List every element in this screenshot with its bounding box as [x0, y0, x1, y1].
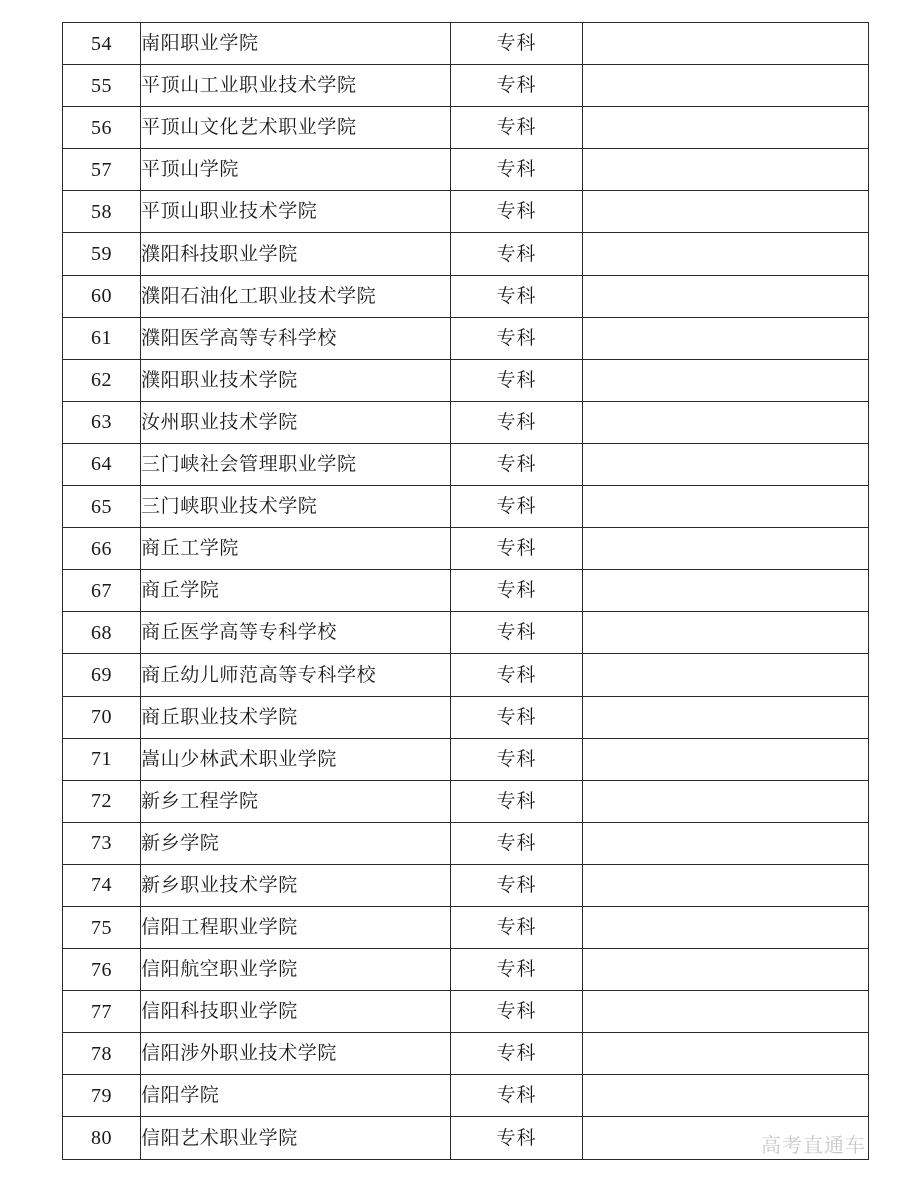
cell-level: 专科 — [451, 991, 583, 1033]
table-row — [63, 486, 869, 528]
cell-level: 专科 — [451, 191, 583, 233]
table-row — [63, 149, 869, 191]
cell-index: 79 — [63, 1075, 141, 1117]
table-row — [63, 191, 869, 233]
cell-school-name: 商丘幼儿师范高等专科学校 — [141, 654, 451, 696]
cell-index: 69 — [63, 654, 141, 696]
cell-level: 专科 — [451, 233, 583, 275]
table-row — [63, 401, 869, 443]
cell-school-name: 新乡工程学院 — [141, 780, 451, 822]
cell-school-name: 商丘职业技术学院 — [141, 696, 451, 738]
cell-level: 专科 — [451, 65, 583, 107]
table-row — [63, 612, 869, 654]
cell-note — [583, 949, 869, 991]
watermark: 高考直通车 — [761, 1133, 866, 1157]
cell-note — [583, 107, 869, 149]
cell-level: 专科 — [451, 401, 583, 443]
table-row — [63, 275, 869, 317]
cell-note — [583, 780, 869, 822]
table-row — [63, 570, 869, 612]
cell-note — [583, 401, 869, 443]
cell-note — [583, 738, 869, 780]
cell-school-name: 新乡学院 — [141, 822, 451, 864]
cell-school-name: 信阳科技职业学院 — [141, 991, 451, 1033]
table-row — [63, 696, 869, 738]
cell-index: 55 — [63, 65, 141, 107]
cell-school-name: 汝州职业技术学院 — [141, 401, 451, 443]
table-row — [63, 822, 869, 864]
college-list-table-body — [63, 23, 869, 1160]
cell-school-name: 平顶山工业职业技术学院 — [141, 65, 451, 107]
cell-level: 专科 — [451, 1117, 583, 1159]
cell-level: 专科 — [451, 822, 583, 864]
cell-note — [583, 275, 869, 317]
table-row — [63, 949, 869, 991]
cell-note — [583, 23, 869, 65]
cell-index: 77 — [63, 991, 141, 1033]
cell-level: 专科 — [451, 107, 583, 149]
cell-index: 57 — [63, 149, 141, 191]
cell-index: 58 — [63, 191, 141, 233]
cell-school-name: 三门峡社会管理职业学院 — [141, 443, 451, 485]
cell-level: 专科 — [451, 317, 583, 359]
cell-school-name: 商丘工学院 — [141, 528, 451, 570]
table-row — [63, 359, 869, 401]
cell-note — [583, 65, 869, 107]
cell-school-name: 濮阳石油化工职业技术学院 — [141, 275, 451, 317]
cell-note — [583, 233, 869, 275]
cell-index: 64 — [63, 443, 141, 485]
cell-note — [583, 1033, 869, 1075]
cell-school-name: 平顶山文化艺术职业学院 — [141, 107, 451, 149]
cell-school-name: 信阳航空职业学院 — [141, 949, 451, 991]
cell-note — [583, 654, 869, 696]
cell-level: 专科 — [451, 149, 583, 191]
table-row — [63, 107, 869, 149]
cell-school-name: 濮阳职业技术学院 — [141, 359, 451, 401]
college-list-table — [62, 22, 869, 1160]
cell-index: 74 — [63, 864, 141, 906]
cell-index: 60 — [63, 275, 141, 317]
cell-index: 67 — [63, 570, 141, 612]
table-row — [63, 443, 869, 485]
cell-note — [583, 359, 869, 401]
cell-level: 专科 — [451, 1033, 583, 1075]
cell-note — [583, 822, 869, 864]
cell-school-name: 濮阳科技职业学院 — [141, 233, 451, 275]
cell-level: 专科 — [451, 486, 583, 528]
table-row — [63, 780, 869, 822]
cell-note — [583, 1117, 869, 1159]
cell-index: 78 — [63, 1033, 141, 1075]
cell-index: 76 — [63, 949, 141, 991]
cell-index: 72 — [63, 780, 141, 822]
table-row — [63, 906, 869, 948]
cell-school-name: 商丘学院 — [141, 570, 451, 612]
cell-level: 专科 — [451, 780, 583, 822]
cell-level: 专科 — [451, 23, 583, 65]
cell-level: 专科 — [451, 654, 583, 696]
cell-note — [583, 864, 869, 906]
cell-note — [583, 696, 869, 738]
cell-level: 专科 — [451, 696, 583, 738]
table-row — [63, 23, 869, 65]
table-row — [63, 1117, 869, 1159]
cell-note — [583, 528, 869, 570]
cell-level: 专科 — [451, 1075, 583, 1117]
cell-note — [583, 149, 869, 191]
cell-level: 专科 — [451, 528, 583, 570]
cell-index: 75 — [63, 906, 141, 948]
cell-school-name: 信阳艺术职业学院 — [141, 1117, 451, 1159]
cell-note — [583, 991, 869, 1033]
table-row — [63, 528, 869, 570]
table-row — [63, 864, 869, 906]
cell-index: 68 — [63, 612, 141, 654]
table-row — [63, 991, 869, 1033]
cell-school-name: 平顶山学院 — [141, 149, 451, 191]
cell-note — [583, 612, 869, 654]
cell-index: 66 — [63, 528, 141, 570]
cell-level: 专科 — [451, 612, 583, 654]
cell-index: 63 — [63, 401, 141, 443]
table-row — [63, 65, 869, 107]
table-row — [63, 233, 869, 275]
cell-level: 专科 — [451, 275, 583, 317]
cell-note — [583, 486, 869, 528]
cell-school-name: 嵩山少林武术职业学院 — [141, 738, 451, 780]
cell-index: 65 — [63, 486, 141, 528]
cell-index: 71 — [63, 738, 141, 780]
cell-index: 80 — [63, 1117, 141, 1159]
cell-note — [583, 443, 869, 485]
cell-index: 73 — [63, 822, 141, 864]
cell-index: 56 — [63, 107, 141, 149]
cell-note — [583, 191, 869, 233]
cell-school-name: 信阳涉外职业技术学院 — [141, 1033, 451, 1075]
cell-school-name: 信阳学院 — [141, 1075, 451, 1117]
cell-index: 70 — [63, 696, 141, 738]
cell-note — [583, 906, 869, 948]
table-row — [63, 317, 869, 359]
cell-level: 专科 — [451, 359, 583, 401]
cell-school-name: 商丘医学高等专科学校 — [141, 612, 451, 654]
cell-level: 专科 — [451, 906, 583, 948]
cell-index: 54 — [63, 23, 141, 65]
cell-level: 专科 — [451, 570, 583, 612]
cell-level: 专科 — [451, 949, 583, 991]
cell-level: 专科 — [451, 738, 583, 780]
cell-index: 59 — [63, 233, 141, 275]
table-row — [63, 1033, 869, 1075]
table-row — [63, 738, 869, 780]
cell-note — [583, 570, 869, 612]
cell-school-name: 南阳职业学院 — [141, 23, 451, 65]
table-row — [63, 654, 869, 696]
cell-note — [583, 1075, 869, 1117]
table-row — [63, 1075, 869, 1117]
cell-level: 专科 — [451, 864, 583, 906]
cell-school-name: 平顶山职业技术学院 — [141, 191, 451, 233]
cell-school-name: 新乡职业技术学院 — [141, 864, 451, 906]
cell-school-name: 信阳工程职业学院 — [141, 906, 451, 948]
cell-school-name: 三门峡职业技术学院 — [141, 486, 451, 528]
cell-note — [583, 317, 869, 359]
cell-school-name: 濮阳医学高等专科学校 — [141, 317, 451, 359]
cell-level: 专科 — [451, 443, 583, 485]
cell-index: 61 — [63, 317, 141, 359]
cell-index: 62 — [63, 359, 141, 401]
